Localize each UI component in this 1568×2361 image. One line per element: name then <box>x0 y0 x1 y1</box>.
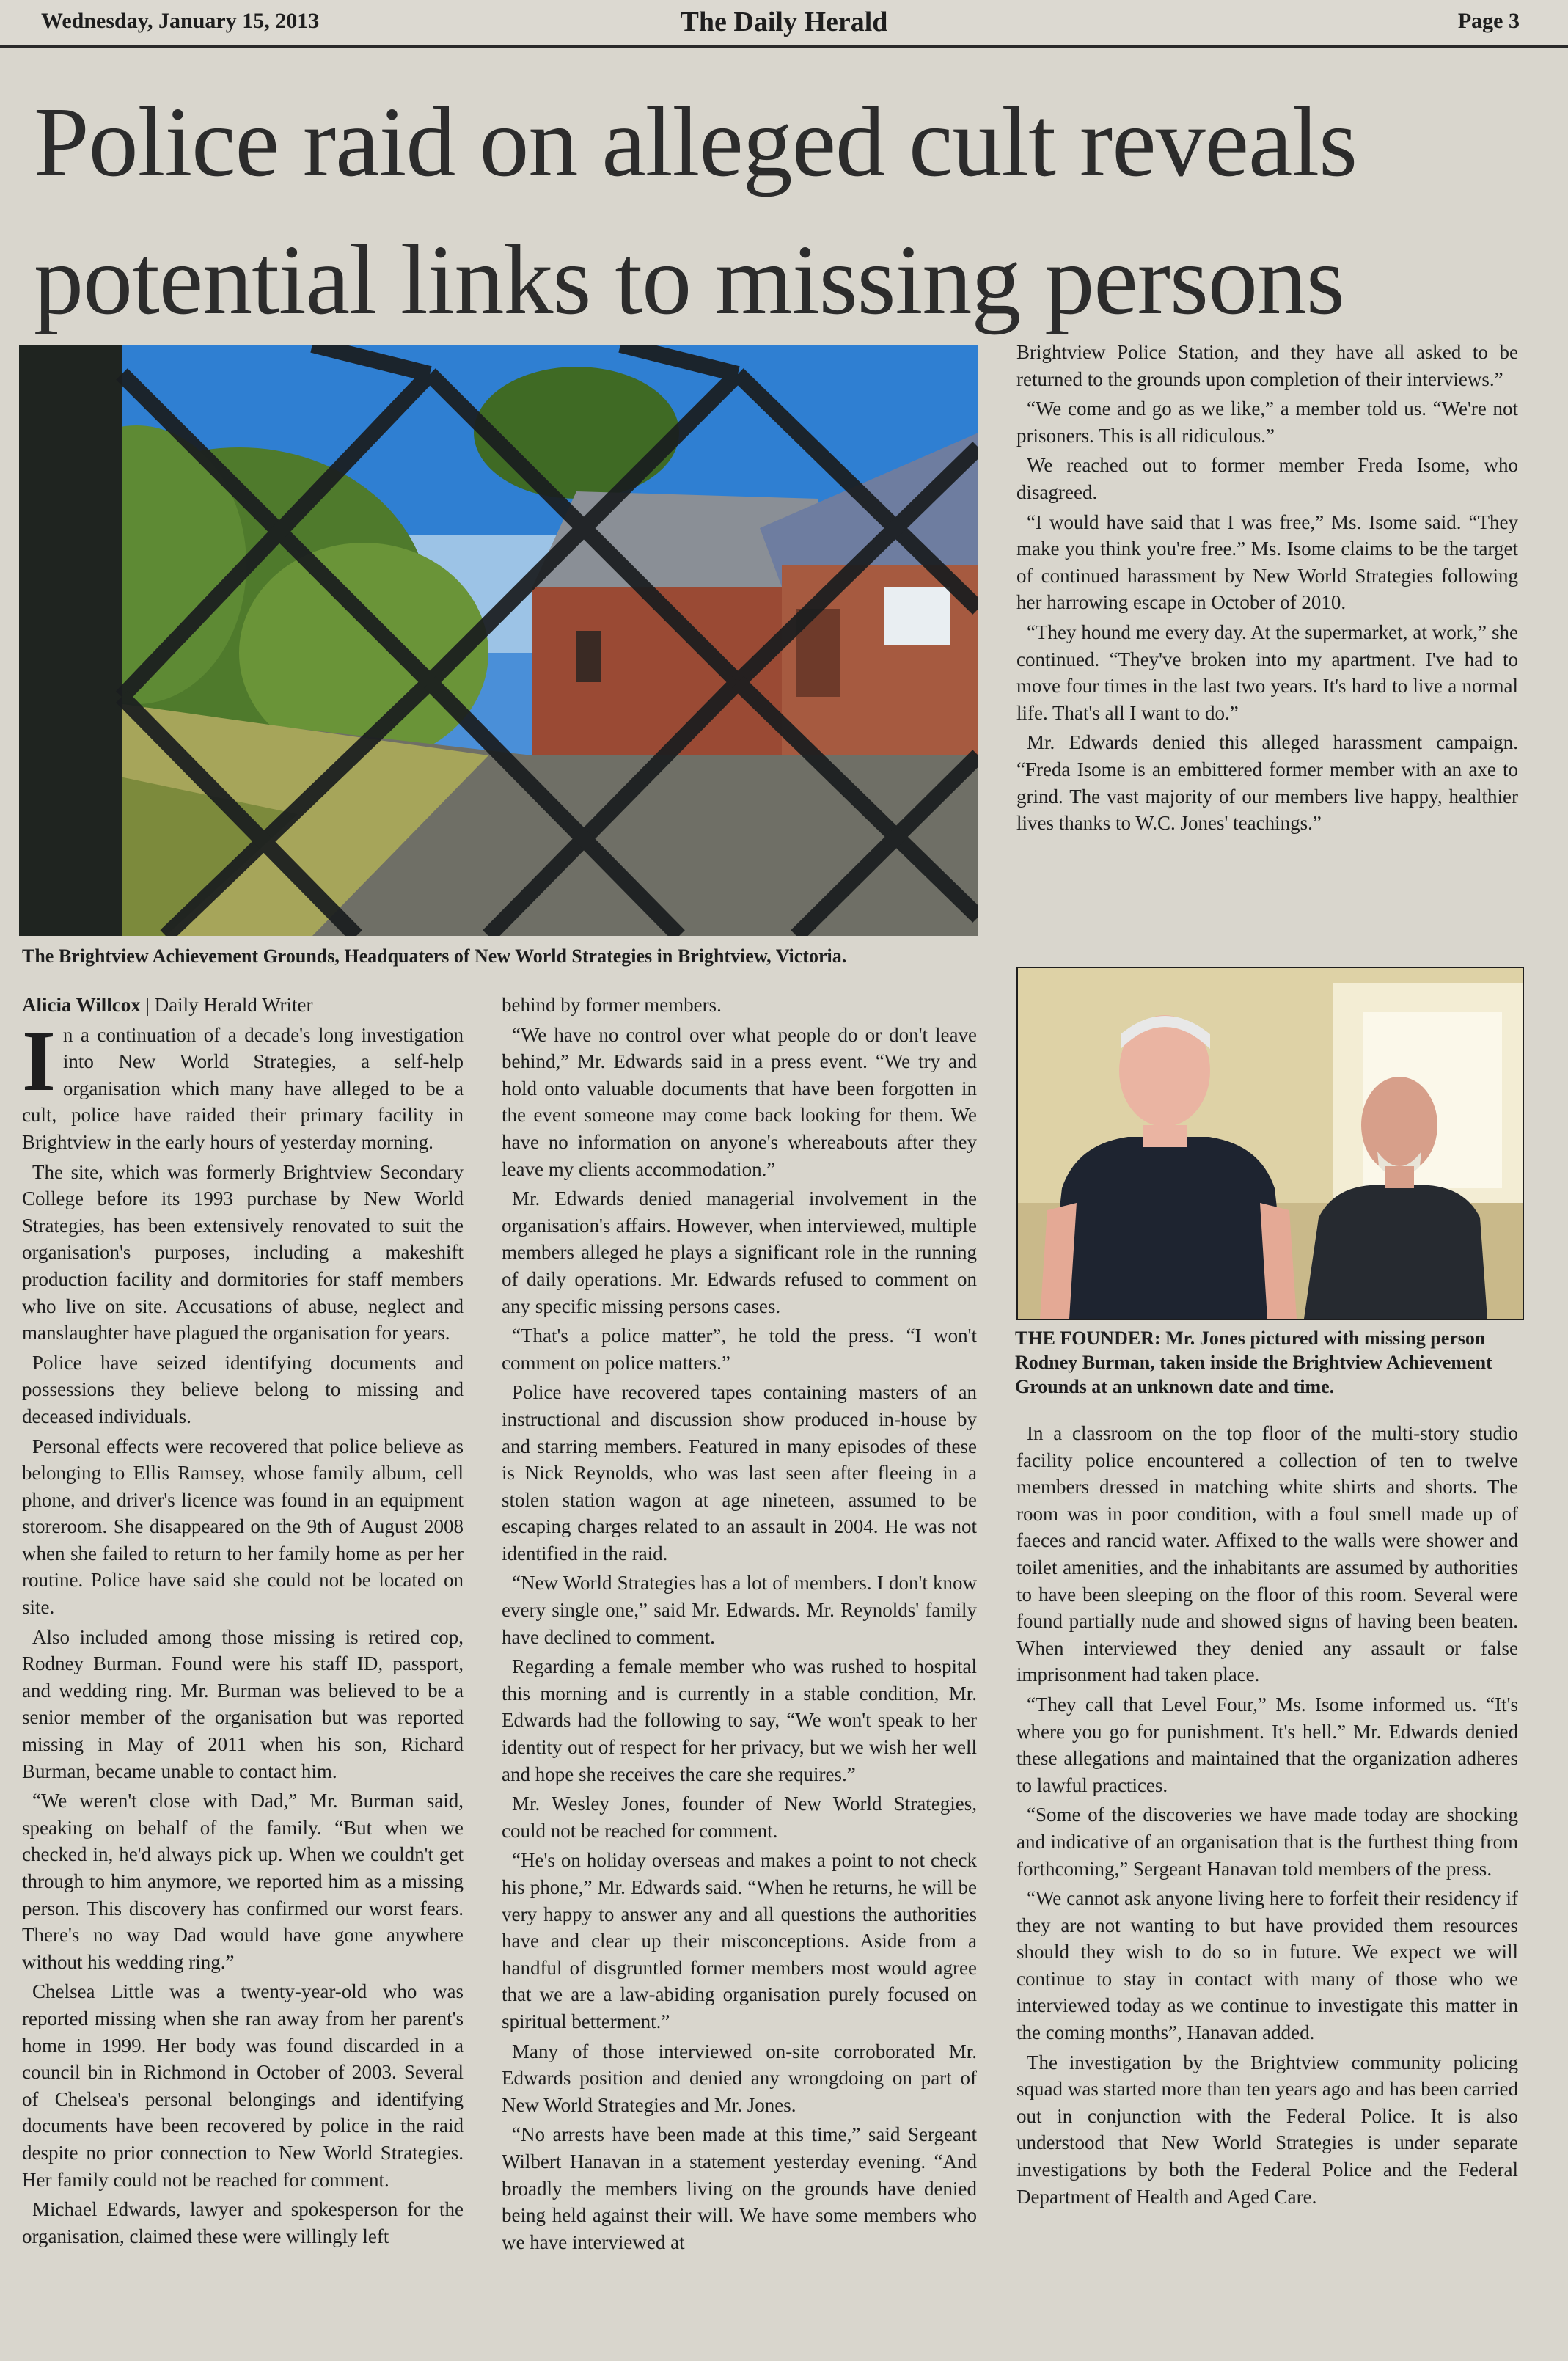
article-column-3-bottom <box>1016 1420 1518 2213</box>
article-paragraph: Mr. Edwards denied managerial involvement in the organisation's affairs. However, when interviewed, multiple members alleged he plays a significant role in the running of daily operations. Mr. Edwards refused to comment on any specific missing persons cases. <box>502 1187 977 1317</box>
article-paragraph: “Some of the discoveries we have made today are shocking and indicative of an organisation that is the furthest thing from forthcoming,” Sergeant Hanavan told members of the press. <box>1016 1804 1518 1880</box>
article-paragraph: behind by former members. <box>502 994 722 1016</box>
byline-author: Alicia Willcox <box>22 994 141 1016</box>
article-paragraph: Many of those interviewed on-site corroborated Mr. Edwards position and denied any wrongdoing on part of New World Strategies and Mr. Jones. <box>502 2040 977 2116</box>
article-paragraph: “I would have said that I was free,” Ms. Isome said. “They make you think you're free.” Ms. Isome claims to be the target of continued harassment by New World Strategies following her harrowing escape in October of 2010. <box>1016 510 1518 614</box>
article-paragraph: Michael Edwards, lawyer and spokesperson for the organisation, claimed these were willingly left <box>22 2198 464 2247</box>
article-paragraph: “They hound me every day. At the supermarket, at work,” she continued. “They've broken into my apartment. I've had to move four times in the last two years. It's hard to live a normal life. That's all I want to do.” <box>1016 621 1518 724</box>
article-paragraph: Chelsea Little was a twenty-year-old who was reported missing when she ran away from her parent's home in 1999. Her body was found discarded in a council bin in Richmond in October of 2003. Several of Chelsea's personal belongings and identifying documents have been recovered by police in the raid despite no prior connection to New World Strategies. Her family could not be reached for comment. <box>22 1980 464 2191</box>
byline <box>22 992 464 1019</box>
article-paragraph: “We have no control over what people do or don't leave behind,” Mr. Edwards said in a press event. “We try and hold onto valuable documents that have been forgotten in the event someone may come back looking for them. We have no information on anyone's whereabouts after they leave my clients accommodation.” <box>502 1023 977 1180</box>
article-paragraph: The site, which was formerly Brightview Secondary College before its 1993 purchase by New World Strategies, has been extensively renovated to suit the organisation's purposes, including a makeshift production facility and dormitories for staff members who live on site. Accusations of abuse, neglect and manslaughter have plagued the organisation for years. <box>22 1160 464 1344</box>
article-paragraph: Also included among those missing is retired cop, Rodney Burman. Found were his staff ID, passport, and wedding ring. Mr. Burman was believed to be a senior member of the organisation but was reported missing in May of 2011 when his son, Richard Burman, became unable to contact him. <box>22 1625 464 1782</box>
article-paragraph: “We cannot ask anyone living here to forfeit their residency if they are not wanting to but have provided them resources should they wish to do so in future. We expect we will continue to stay in contact with many of those who we interviewed today as we continue to investigate this matter in the coming months”, Hanavan added. <box>1016 1887 1518 2044</box>
founder-photo-caption: THE FOUNDER: Mr. Jones pictured with missing person Rodney Burman, taken inside the Brightview Achievement Grounds at an unknown date and time. <box>1015 1328 1492 1397</box>
byline-role: Daily Herald Writer <box>154 994 313 1016</box>
article-column-1 <box>22 992 464 2252</box>
masthead <box>0 0 1568 48</box>
article-paragraph: “We weren't close with Dad,” Mr. Burman said, speaking on behalf of the family. “But when we checked in, he'd always pick up. When we couldn't get through to him anymore, we reported him as a missing person. This discovery has confirmed our worst fears. There's no way Dad would have gone anywhere without his wedding ring.” <box>22 1790 464 1973</box>
article-paragraph: Mr. Edwards denied this alleged harassment campaign. “Freda Isome is an embittered former member with an axe to grind. The vast majority of our members live happy, healthier lives thanks to W.C. Jones' teachings.” <box>1016 731 1518 835</box>
article-paragraph: Police have recovered tapes containing masters of an instructional and discussion show produced in-house by and starring members. Featured in many episodes of these is Nick Reynolds, who was last seen after fleeing in a stolen station wagon at age nineteen, assumed to be escaping charges related to an assault in 2004. He was not identified in the raid. <box>502 1381 977 1564</box>
article-column-2 <box>502 992 977 2258</box>
article-paragraph: “New World Strategies has a lot of members. I don't know every single one,” said Mr. Edwards. Mr. Reynolds' family have declined to comment. <box>502 1572 977 1648</box>
article-paragraph: The investigation by the Brightview community policing squad was started more than ten years ago and has been carried out in conjunction with the Federal Police. It is also understood that New World Strategies is under separate investigations by both the Federal Police and the Federal Department of Health and Aged Care. <box>1016 2051 1518 2208</box>
article-paragraph: “That's a police matter”, he told the press. “I won't comment on police matters.” <box>502 1325 977 1374</box>
main-photo <box>19 345 978 936</box>
byline-separator: | <box>140 994 155 1016</box>
paragraph-text: n a continuation of a decade's long investigation into New World Strategies, a self-help organisation which many have alleged to be a cult, police have raided their primary facility in Brightview in the early hours of yesterday morning. <box>22 1023 464 1153</box>
article-paragraph: Personal effects were recovered that police believe as belonging to Ellis Ramsey, whose family album, cell phone, and driver's licence was found in an equipment storeroom. She disappeared on the 9th of August 2008 when she failed to return to her family home as per her routine. Police have said she could not be located on site. <box>22 1435 464 1619</box>
drop-cap: I <box>22 1012 56 1109</box>
page-number: Page 3 <box>1457 9 1520 33</box>
article-column-3-top <box>1016 339 1518 840</box>
newspaper-name: The Daily Herald <box>680 7 888 37</box>
article-paragraph: “No arrests have been made at this time,” said Sergeant Wilbert Hanavan in a statement yesterday evening. “And broadly the members living on the grounds have denied being held against their will. We have some members who we have interviewed at <box>502 2123 977 2253</box>
two-men-portrait-image <box>1018 968 1523 1319</box>
article-paragraph: “They call that Level Four,” Ms. Isome informed us. “It's where you go for punishment. It's hell.” Mr. Edwards denied these allegations and maintained that the organization adheres to lawful practices. <box>1016 1693 1518 1796</box>
article-paragraph: “We come and go as we like,” a member told us. “We're not prisoners. This is all ridiculous.” <box>1016 398 1518 447</box>
headline: Police raid on alleged cult reveals potential links to missing persons <box>34 87 1358 335</box>
article-paragraph <box>22 1012 464 1156</box>
article-paragraph: In a classroom on the top floor of the multi-story studio facility police encountered a collection of ten to twelve members dressed in matching white shirts and shorts. The room was in poor condition, with a foul smell made up of faeces and rancid water. Affixed to the walls were shower and toilet amenities, and the inhabitants are assumed by authorities to have been sleeping on the floor of this room. Several were found partially nude and showed signs of having been beaten. When interviewed they denied any assault or false imprisonment had taken place. <box>1016 1422 1518 1686</box>
main-photo-caption: The Brightview Achievement Grounds, Headquaters of New World Strategies in Brightview, Victoria. <box>22 945 847 967</box>
fence-building-image <box>19 345 978 936</box>
issue-date: Wednesday, January 15, 2013 <box>41 9 320 33</box>
article-paragraph: We reached out to former member Freda Isome, who disagreed. <box>1016 454 1518 503</box>
founder-photo <box>1016 967 1524 1320</box>
article-paragraph: “He's on holiday overseas and makes a point to not check his phone,” Mr. Edwards said. “When he returns, he will be very happy to answer any and all questions the authorities have and clear up their misconceptions. Aside from a handful of disgruntled former members most would agree that we are a law-abiding organisation purely focused on spiritual betterment.” <box>502 1849 977 2032</box>
article-paragraph: Brightview Police Station, and they have all asked to be returned to the grounds upon completion of their interviews.” <box>1016 341 1518 390</box>
article-paragraph: Mr. Wesley Jones, founder of New World Strategies, could not be reached for comment. <box>502 1793 977 1842</box>
article-paragraph: Regarding a female member who was rushed to hospital this morning and is currently in a stable condition, Mr. Edwards had the following to say, “We won't speak to her identity out of respect for her privacy, but we wish her well and hope she receives the care she requires.” <box>502 1655 977 1785</box>
article-paragraph: Police have seized identifying documents and possessions they believe belong to missing and deceased individuals. <box>22 1351 464 1427</box>
